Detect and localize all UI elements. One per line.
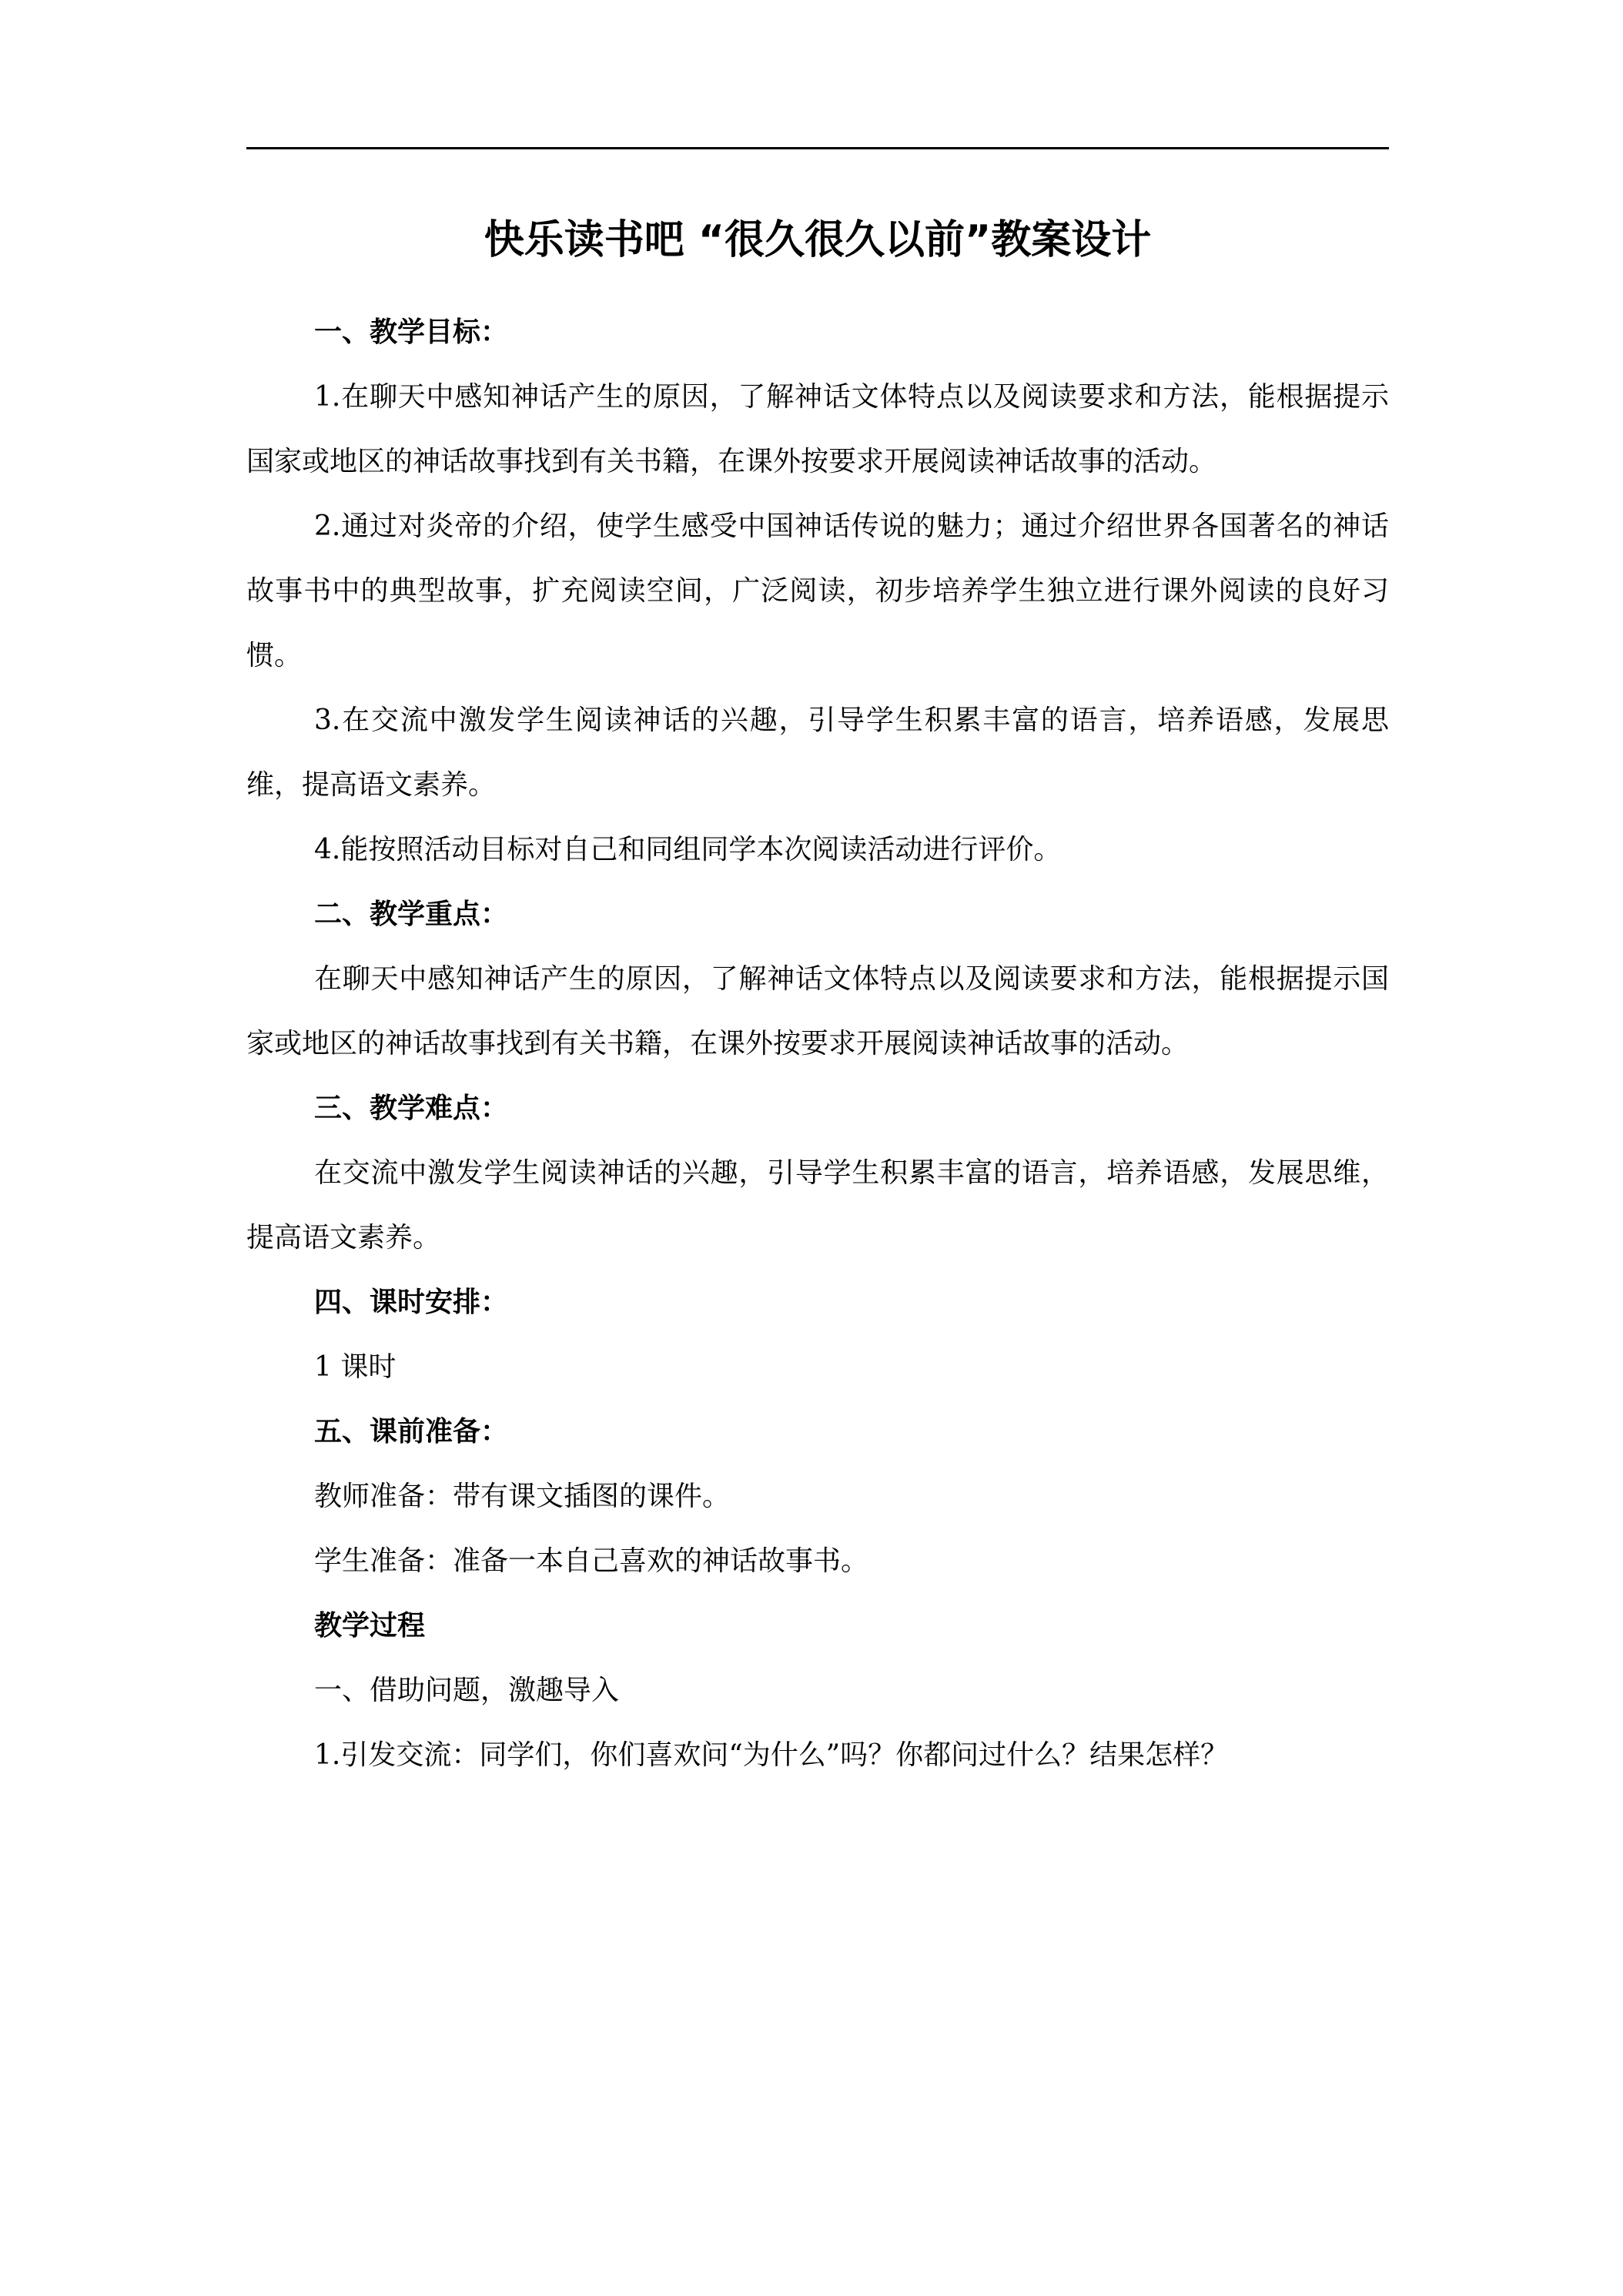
- difficulties-text: 在交流中激发学生阅读神话的兴趣，引导学生积累丰富的语言，培养语感，发展思维，提高语文素养。: [246, 1157, 1389, 1253]
- preparation-heading: 五、课前准备：: [314, 1416, 509, 1448]
- schedule-text: 1 课时: [314, 1351, 397, 1383]
- difficulties-heading: 三、教学难点：: [314, 1093, 509, 1124]
- schedule-heading: 四、课时安排：: [314, 1287, 509, 1318]
- process-step: 一、借助问题，激趣导入: [314, 1675, 620, 1706]
- process-heading: 教学过程: [314, 1610, 426, 1642]
- teacher-preparation: 教师准备：带有课文插图的课件。: [314, 1481, 731, 1512]
- objective-item: 3.在交流中激发学生阅读神话的兴趣，引导学生积累丰富的语言，培养语感，发展思维，提高语文素养。: [246, 705, 1389, 801]
- objectives-heading: 一、教学目标：: [314, 316, 509, 348]
- objective-item: 2.通过对炎帝的介绍，使学生感受中国神话传说的魅力；通过介绍世界各国著名的神话故事书中的典型故事，扩充阅读空间，广泛阅读，初步培养学生独立进行课外阅读的良好习惯。: [246, 510, 1389, 671]
- key-points-text: 在聊天中感知神话产生的原因，了解神话文体特点以及阅读要求和方法，能根据提示国家或地区的神话故事找到有关书籍，在课外按要求开展阅读神话故事的活动。: [246, 963, 1389, 1059]
- process-step-item: 1.引发交流：同学们，你们喜欢问“为什么”吗？你都问过什么？结果怎样？: [314, 1739, 1229, 1771]
- document-title: 快乐读书吧 “很久很久以前”教案设计: [484, 217, 1152, 263]
- student-preparation: 学生准备：准备一本自己喜欢的神话故事书。: [314, 1545, 869, 1577]
- header-rule: [246, 147, 1389, 149]
- key-points-heading: 二、教学重点：: [314, 899, 509, 930]
- document-body: [246, 300, 1389, 1788]
- objective-item: 4.能按照活动目标对自己和同组同学本次阅读活动进行评价。: [314, 834, 1062, 865]
- objective-item: 1.在聊天中感知神话产生的原因，了解神话文体特点以及阅读要求和方法，能根据提示国家或地区的神话故事找到有关书籍，在课外按要求开展阅读神话故事的活动。: [246, 381, 1389, 477]
